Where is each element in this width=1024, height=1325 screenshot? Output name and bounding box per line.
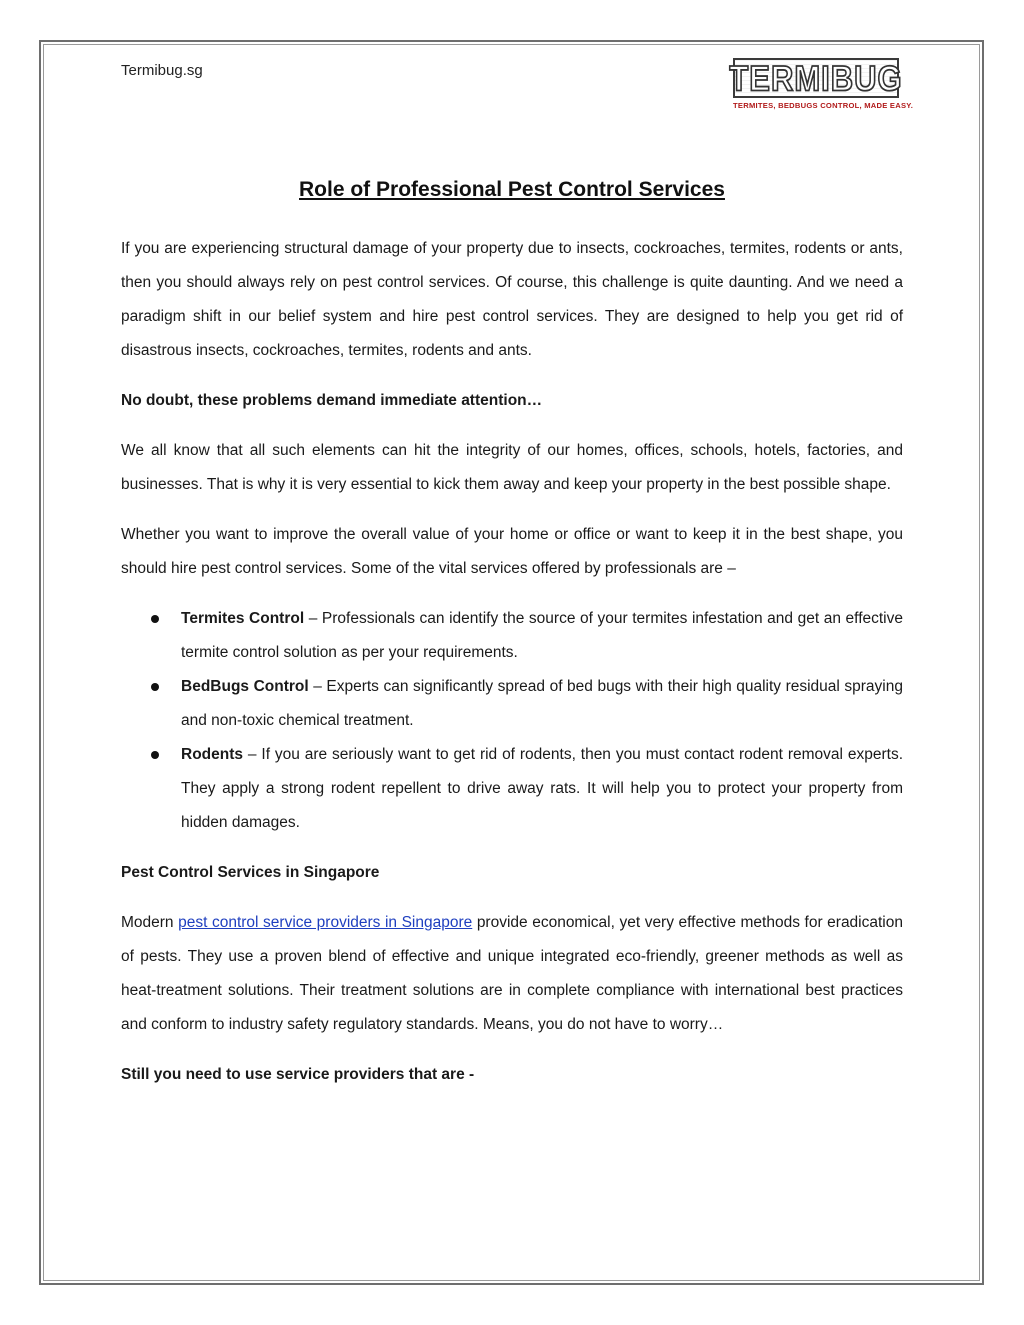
list-item bbox=[121, 738, 903, 840]
value-paragraph: Whether you want to improve the overall value of your home or office or want to keep it in the best shape, you should hire pest control services. Some of the vital services offered by professionals are – bbox=[121, 526, 903, 577]
logo-tagline: TERMITES, BEDBUGS CONTROL, MADE EASY. bbox=[733, 101, 914, 110]
service-name: BedBugs Control bbox=[181, 678, 309, 695]
service-description: – Professionals can identify the source of your termites infestation and get an effective termite control solution as per your requirements. bbox=[181, 610, 903, 661]
list-item bbox=[121, 670, 903, 738]
bullet-icon bbox=[151, 751, 159, 759]
termibug-logo bbox=[729, 57, 914, 114]
logo-text: TERMIBUG bbox=[729, 57, 903, 99]
subheading-providers: Still you need to use service providers that are - bbox=[121, 1066, 475, 1083]
paragraph-prefix: Modern bbox=[121, 914, 179, 931]
integrity-paragraph: We all know that all such elements can hit the integrity of our homes, offices, schools, hotels, factories, and businesses. That is why it is very essential to kick them away and keep your property in the best possible shape. bbox=[121, 442, 903, 493]
bullet-icon bbox=[151, 615, 159, 623]
paragraph-suffix: provide economical, yet very effective methods for eradication of pests. They use a proven blend of effective and unique integrated eco-friendly, greener methods as well as heat-treatment solutions. Their treatment solutions are in complete compliance with international best practices and conform to industry safety regulatory standards. Means, you do not have to worry… bbox=[121, 914, 903, 1033]
list-item bbox=[121, 602, 903, 670]
document-body bbox=[121, 178, 903, 1108]
document-title: Role of Professional Pest Control Services bbox=[299, 178, 725, 201]
subheading-attention: No doubt, these problems demand immediate attention… bbox=[121, 392, 543, 409]
service-description: – If you are seriously want to get rid of rodents, then you must contact rodent removal experts. They apply a strong rodent repellent to drive away rats. It will help you to protect your property from hidden damages. bbox=[181, 746, 903, 831]
bullet-icon bbox=[151, 683, 159, 691]
site-name: Termibug.sg bbox=[121, 62, 203, 79]
intro-paragraph: If you are experiencing structural damage of your property due to insects, cockroaches, termites, rodents or ants, then you should always rely on pest control services. Of course, this challenge is quite daunting. And we need a paradigm shift in our belief system and hire pest control services. They are designed to help you get rid of disastrous insects, cockroaches, termites, rodents and ants. bbox=[121, 240, 903, 359]
services-list bbox=[121, 602, 903, 840]
service-name: Rodents bbox=[181, 746, 243, 763]
logo-wordmark bbox=[729, 57, 903, 99]
singapore-paragraph bbox=[121, 906, 903, 1042]
service-name: Termites Control bbox=[181, 610, 305, 627]
pest-control-providers-link[interactable]: pest control service providers in Singapore bbox=[178, 914, 473, 931]
subheading-singapore: Pest Control Services in Singapore bbox=[121, 864, 380, 881]
service-description: – Experts can significantly spread of bed bugs with their high quality residual spraying and non-toxic chemical treatment. bbox=[181, 678, 903, 729]
